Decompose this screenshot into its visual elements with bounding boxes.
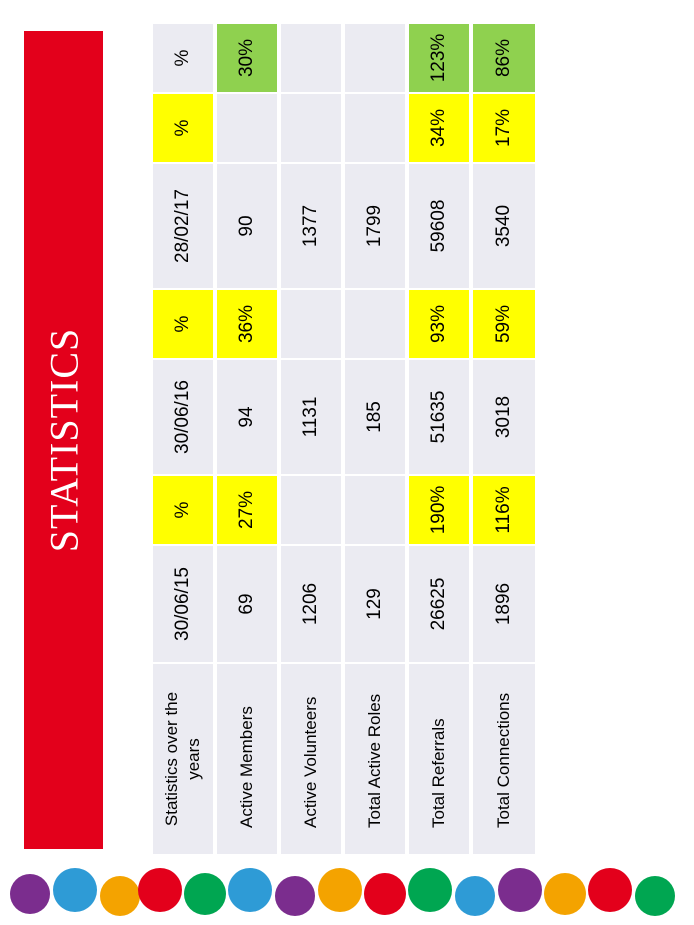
table-cell bbox=[281, 24, 343, 92]
cell-value: 3018 bbox=[493, 395, 514, 439]
cell-value: 30% bbox=[236, 38, 257, 78]
table-cell bbox=[345, 290, 407, 358]
cell-value: 94 bbox=[236, 406, 257, 428]
cell-value: 93% bbox=[428, 304, 449, 344]
cell-value: 190% bbox=[428, 485, 449, 535]
cell-value: 1799 bbox=[364, 204, 385, 248]
table-cell bbox=[217, 94, 279, 162]
table-cell bbox=[281, 164, 343, 288]
column-header bbox=[153, 476, 215, 544]
corner-label: Statistics over the years bbox=[162, 691, 203, 827]
table-cell bbox=[281, 546, 343, 662]
page-title: STATISTICS bbox=[41, 327, 86, 553]
table-cell bbox=[281, 290, 343, 358]
cell-value: 3540 bbox=[493, 204, 514, 248]
cell-value: 129 bbox=[364, 588, 385, 620]
table-cell bbox=[345, 164, 407, 288]
cell-value: 34% bbox=[428, 108, 449, 148]
cell-value: 30/06/15 bbox=[172, 567, 193, 641]
cell-value: 69 bbox=[236, 593, 257, 615]
table-cell bbox=[345, 94, 407, 162]
table-cell bbox=[409, 94, 471, 162]
column-header bbox=[153, 24, 215, 92]
table-cell bbox=[345, 24, 407, 92]
table-cell bbox=[409, 24, 471, 92]
table-cell bbox=[409, 360, 471, 474]
table-cell bbox=[217, 476, 279, 544]
table-cell bbox=[345, 546, 407, 662]
cell-value: % bbox=[172, 49, 193, 67]
cell-value: 123% bbox=[428, 33, 449, 83]
cell-value: 36% bbox=[236, 304, 257, 344]
cell-value: 59% bbox=[493, 304, 514, 344]
row-label-text: Total Connections bbox=[494, 692, 513, 828]
cell-value: 30/06/16 bbox=[172, 380, 193, 454]
table-cell bbox=[345, 476, 407, 544]
title-banner bbox=[24, 31, 103, 849]
table-cell bbox=[409, 290, 471, 358]
cell-value: % bbox=[172, 501, 193, 519]
cell-value: 59608 bbox=[428, 199, 449, 253]
cell-value: 1131 bbox=[300, 396, 321, 438]
column-header bbox=[153, 164, 215, 288]
row-label bbox=[473, 664, 537, 854]
row-label-text: Total Active Roles bbox=[365, 693, 384, 828]
cell-value: 26625 bbox=[428, 577, 449, 631]
table-cell bbox=[345, 360, 407, 474]
cell-value: 1206 bbox=[300, 582, 321, 626]
corner-cell bbox=[153, 664, 215, 854]
row-label bbox=[217, 664, 279, 854]
table-cell bbox=[217, 360, 279, 474]
table-cell bbox=[409, 546, 471, 662]
table-cell bbox=[473, 164, 537, 288]
table-cell bbox=[473, 546, 537, 662]
table-cell bbox=[217, 24, 279, 92]
table-cell bbox=[473, 360, 537, 474]
table-cell bbox=[473, 290, 537, 358]
column-header bbox=[153, 94, 215, 162]
table-cell bbox=[409, 164, 471, 288]
table-cell bbox=[217, 546, 279, 662]
cell-value: 185 bbox=[364, 401, 385, 433]
column-header bbox=[153, 290, 215, 358]
cell-value: 51635 bbox=[428, 390, 449, 444]
table-cell bbox=[217, 164, 279, 288]
row-label bbox=[409, 664, 471, 854]
handprints-icon bbox=[0, 856, 694, 925]
table-cell bbox=[409, 476, 471, 544]
cell-value: % bbox=[172, 119, 193, 137]
cell-value: 116% bbox=[493, 486, 514, 534]
table-cell bbox=[281, 94, 343, 162]
cell-value: 17% bbox=[493, 108, 514, 148]
cell-value: 1896 bbox=[493, 582, 514, 626]
cell-value: % bbox=[172, 315, 193, 333]
column-header bbox=[153, 546, 215, 662]
table-cell bbox=[281, 476, 343, 544]
row-label-text: Active Members bbox=[237, 706, 256, 828]
column-header bbox=[153, 360, 215, 474]
statistics-table bbox=[153, 24, 601, 854]
cell-value: 28/02/17 bbox=[172, 189, 193, 263]
table-cell bbox=[473, 94, 537, 162]
table-cell bbox=[281, 360, 343, 474]
row-label bbox=[345, 664, 407, 854]
cell-value: 86% bbox=[493, 38, 514, 78]
cell-value: 90 bbox=[236, 215, 257, 237]
row-label-text: Total Referrals bbox=[429, 718, 448, 828]
row-label bbox=[281, 664, 343, 854]
table-cell bbox=[217, 290, 279, 358]
table-cell bbox=[473, 24, 537, 92]
cell-value: 27% bbox=[236, 490, 257, 530]
table-cell bbox=[473, 476, 537, 544]
cell-value: 1377 bbox=[300, 204, 321, 248]
row-label-text: Active Volunteers bbox=[301, 696, 320, 828]
